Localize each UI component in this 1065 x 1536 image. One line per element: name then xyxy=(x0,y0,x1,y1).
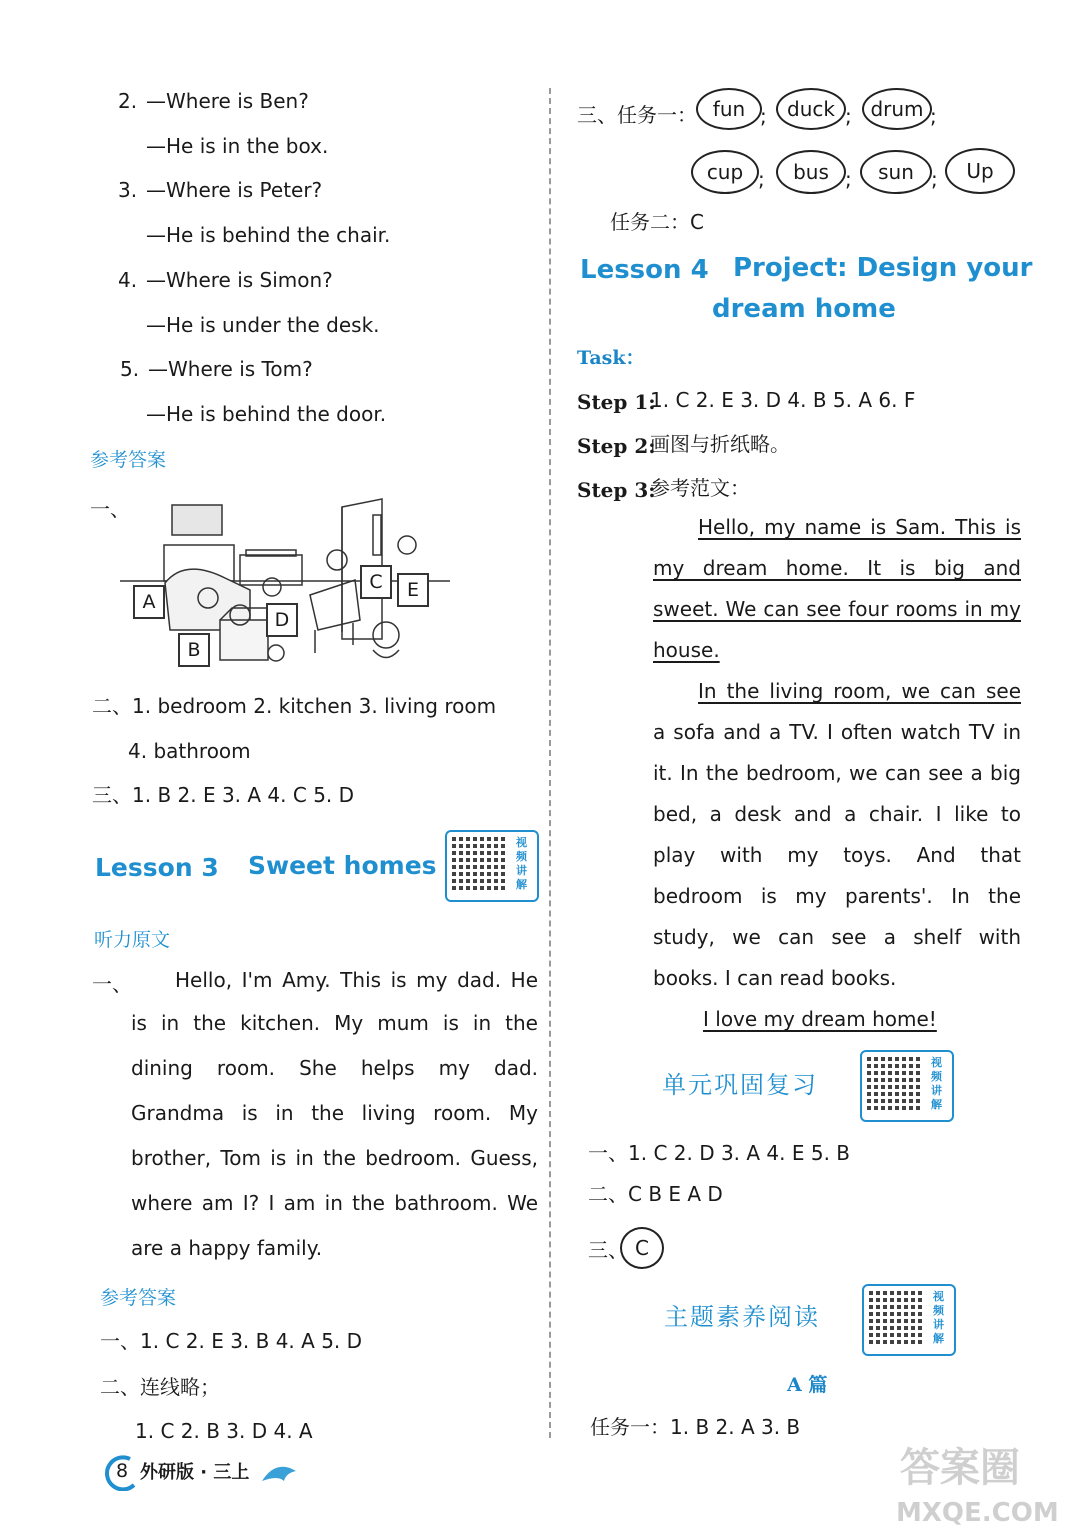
separator: ; xyxy=(930,104,937,128)
dialog-2-answer: —He is in the box. xyxy=(146,134,329,158)
dialog-5-num: 5. xyxy=(120,357,140,381)
listening-line: dining room. She helps my dad. xyxy=(131,1056,538,1080)
picture-label-d: D xyxy=(266,603,298,637)
lesson-3-number: Lesson 3 xyxy=(95,853,219,882)
dialog-2-num: 2. xyxy=(118,89,138,113)
essay-line-text: Hello, my name is Sam. This is xyxy=(698,515,1021,539)
answer-2b-line: 1. C 2. B 3. D 4. A xyxy=(135,1419,313,1443)
task-2-line: 任务二：C xyxy=(610,210,704,234)
lesson-4-title-line-1: Project: Design your xyxy=(733,253,1033,283)
essay-line xyxy=(653,999,1021,1040)
dialog-3-num: 3. xyxy=(118,178,138,202)
step-3-label: Step 3: xyxy=(577,478,656,502)
answer-1-line: 一、1. C 2. E 3. B 4. A 5. D xyxy=(100,1329,363,1353)
word-oval: duck xyxy=(776,88,846,130)
answer-2-line: 二、连线略； xyxy=(100,1375,220,1399)
listening-label: 一、 xyxy=(92,972,132,996)
picture-label-b: B xyxy=(178,633,210,667)
word-oval: Up xyxy=(945,148,1015,194)
qr-label: 视频讲解 xyxy=(931,1056,942,1111)
dialog-4-num: 4. xyxy=(118,268,138,292)
part-a-heading: A 篇 xyxy=(787,1374,828,1396)
essay-line: study, we can see a shelf with xyxy=(653,925,1021,949)
step-2-label: Step 2: xyxy=(577,434,656,458)
essay-line-text: my dream home. It is big and xyxy=(653,556,1021,580)
essay-line: books. I can read books. xyxy=(653,966,897,990)
listening-line: are a happy family. xyxy=(131,1236,323,1260)
essay-line-text: In the living room, we can see xyxy=(698,679,1021,703)
qr-code-icon xyxy=(867,1057,923,1113)
qr-label: 视频讲解 xyxy=(516,836,527,891)
essay-line: play with my toys. And that xyxy=(653,843,1021,867)
task-1-label: 三、任务一： xyxy=(577,103,697,127)
step-1-answers: 1. C 2. E 3. D 4. B 5. A 6. F xyxy=(650,388,916,412)
essay-line-text: I love my dream home! xyxy=(703,1007,937,1031)
listening-line: is in the kitchen. My mum is in the xyxy=(131,1011,538,1035)
question-2-line-2: 4. bathroom xyxy=(128,739,251,763)
separator: ; xyxy=(758,167,765,191)
step-3-text: 参考范文： xyxy=(650,476,750,500)
essay-line xyxy=(653,630,1021,671)
watermark-top-text: 答案圈 xyxy=(900,1445,1020,1491)
essay-line: a sofa and a TV. I often watch TV in xyxy=(653,720,1021,744)
qr-code-theme-reading[interactable] xyxy=(862,1284,956,1356)
sample-essay xyxy=(653,507,1021,1040)
picture-label-e: E xyxy=(397,573,429,607)
word-oval: sun xyxy=(860,150,932,194)
picture-label-a: A xyxy=(133,585,165,619)
picture-label-c: C xyxy=(360,565,392,599)
qr-label: 视频讲解 xyxy=(933,1290,944,1345)
dialog-3-question: —Where is Peter? xyxy=(146,178,323,202)
column-divider xyxy=(549,88,551,1438)
qr-code-icon xyxy=(869,1291,925,1347)
watermark xyxy=(890,1440,1060,1532)
reference-answer-heading-2: 参考答案 xyxy=(100,1287,177,1309)
word-oval: fun xyxy=(696,88,762,130)
separator: ; xyxy=(845,167,852,191)
watermark-text: MXQE.COM xyxy=(896,1498,1059,1528)
listening-line: Grandma is in the living room. My xyxy=(131,1101,538,1125)
essay-line xyxy=(653,507,1021,548)
word-oval: cup xyxy=(691,150,759,194)
separator: ; xyxy=(760,104,767,128)
separator: ; xyxy=(845,104,852,128)
listening-script-heading: 听力原文 xyxy=(94,929,171,951)
dialog-5-answer: —He is behind the door. xyxy=(146,402,387,426)
theme-reading-heading: 主题素养阅读 xyxy=(664,1303,820,1331)
step-2-text: 画图与折纸略。 xyxy=(650,432,790,456)
step-1-label: Step 1: xyxy=(577,390,656,414)
task-a-line: 任务一：1. B 2. A 3. B xyxy=(590,1415,801,1439)
review-1-line: 一、1. C 2. D 3. A 4. E 5. B xyxy=(588,1141,851,1165)
lesson-4-title-line-2: dream home xyxy=(712,294,896,324)
task-heading: Task： xyxy=(577,347,645,369)
essay-line: bedroom is my parents'. In the xyxy=(653,884,1021,908)
listening-line: brother, Tom is in the bedroom. Guess, xyxy=(131,1146,538,1170)
unit-review-heading: 单元巩固复习 xyxy=(662,1071,818,1099)
essay-line: it. In the bedroom, we can see a big xyxy=(653,761,1021,785)
question-2-line-1: 二、1. bedroom 2. kitchen 3. living room xyxy=(92,694,497,718)
question-1-label: 一、 xyxy=(90,497,130,521)
review-3-answer-circle: C xyxy=(620,1227,664,1269)
page-number: 8 xyxy=(116,1460,129,1482)
qr-code-icon xyxy=(452,837,508,893)
dialog-3-answer: —He is behind the chair. xyxy=(146,223,391,247)
dolphin-icon xyxy=(260,1457,300,1487)
separator: ; xyxy=(931,167,938,191)
listening-line: Hello, I'm Amy. This is my dad. He xyxy=(175,968,538,992)
dialog-4-answer: —He is under the desk. xyxy=(146,313,380,337)
essay-line-text: house. xyxy=(653,638,720,662)
listening-text xyxy=(131,960,538,1271)
essay-line xyxy=(653,548,1021,589)
qr-code-unit-review[interactable] xyxy=(860,1050,954,1122)
edition-label: 外研版 · 三上 xyxy=(140,1462,250,1483)
dialog-2-question: —Where is Ben? xyxy=(146,89,309,113)
essay-line-text: sweet. We can see four rooms in my xyxy=(653,597,1021,621)
question-3-line: 三、1. B 2. E 3. A 4. C 5. D xyxy=(92,783,355,807)
word-oval: bus xyxy=(776,150,846,194)
dialog-5-question: —Where is Tom? xyxy=(148,357,313,381)
essay-line: bed, a desk and a chair. I like to xyxy=(653,802,1021,826)
reference-answer-heading: 参考答案 xyxy=(90,449,167,471)
lesson-3-title: Sweet homes xyxy=(248,851,437,880)
qr-code-lesson-3[interactable] xyxy=(445,830,539,902)
lesson-4-number: Lesson 4 xyxy=(580,255,709,285)
review-2-line: 二、C B E A D xyxy=(588,1182,723,1206)
review-3-label: 三、 xyxy=(588,1238,628,1262)
dialog-4-question: —Where is Simon? xyxy=(146,268,333,292)
listening-line: where am I? I am in the bathroom. We xyxy=(131,1191,538,1215)
essay-line xyxy=(653,671,1021,712)
word-oval: drum xyxy=(862,88,932,130)
essay-line xyxy=(653,589,1021,630)
page-footer xyxy=(100,1455,300,1491)
